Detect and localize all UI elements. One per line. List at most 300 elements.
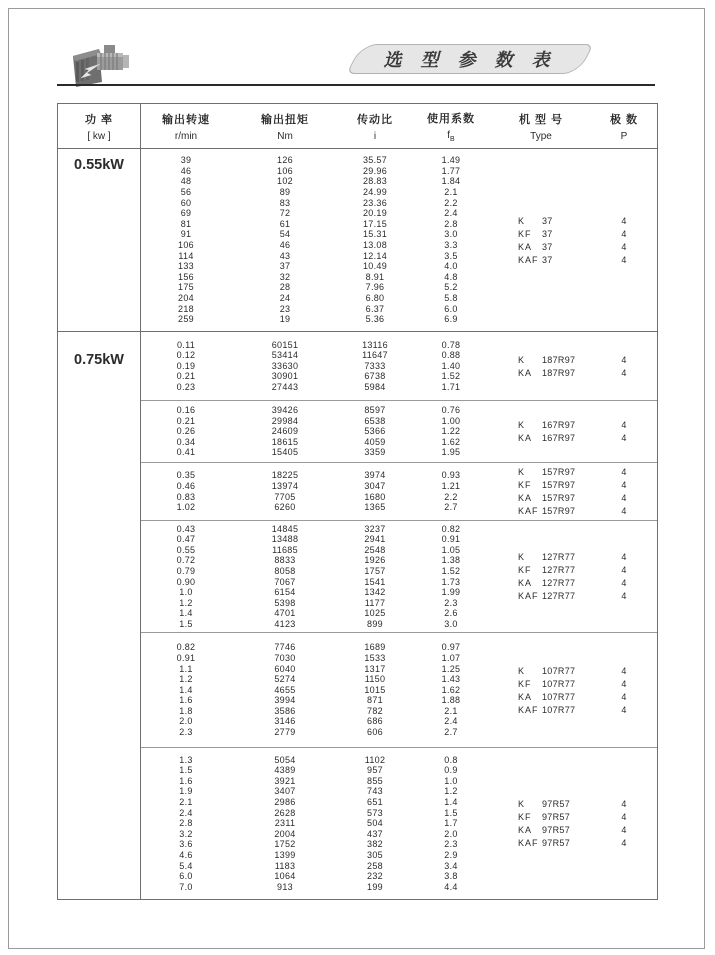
table-row xyxy=(141,416,491,427)
cell-output-speed: 2.3 xyxy=(179,727,193,738)
cell-output-torque: 913 xyxy=(277,881,293,892)
cell-output-speed: 0.35 xyxy=(176,470,196,481)
model-number: 127R77 xyxy=(542,578,576,588)
cell-service-factor: 1.73 xyxy=(441,576,461,587)
table-row xyxy=(141,664,491,675)
table-row xyxy=(141,208,491,219)
cell-output-speed: 0.11 xyxy=(176,339,196,350)
cell-service-factor: 6.0 xyxy=(444,303,458,314)
table-row xyxy=(141,566,491,577)
cell-service-factor: 1.62 xyxy=(441,684,461,695)
cell-output-torque: 102 xyxy=(277,176,293,187)
table-row xyxy=(141,534,491,545)
cell-ratio: 12.14 xyxy=(362,250,388,261)
cell-service-factor: 0.9 xyxy=(444,765,458,776)
table-row xyxy=(141,272,491,283)
poles-value: 4 xyxy=(621,799,627,809)
cell-service-factor: 0.82 xyxy=(441,523,461,534)
cell-output-torque: 5054 xyxy=(274,754,296,765)
cell-ratio: 305 xyxy=(367,849,383,860)
cell-output-speed: 1.6 xyxy=(179,775,193,786)
cell-ratio: 13116 xyxy=(362,339,388,350)
cell-service-factor: 2.3 xyxy=(444,839,458,850)
type-row xyxy=(491,564,657,577)
cell-ratio: 1541 xyxy=(364,576,386,587)
type-row xyxy=(491,214,657,227)
table-row xyxy=(141,240,491,251)
model-type xyxy=(491,506,591,516)
model-prefix: K xyxy=(518,665,526,676)
model-number: 187R97 xyxy=(542,367,576,378)
cell-output-speed: 6.0 xyxy=(179,871,193,882)
cell-output-torque: 33630 xyxy=(271,360,299,371)
type-row xyxy=(491,677,657,690)
cell-output-speed: 1.6 xyxy=(179,695,193,706)
model-prefix: KF xyxy=(518,228,532,239)
cell-output-torque: 8833 xyxy=(274,555,296,566)
cell-output-torque: 83 xyxy=(279,197,291,208)
type-row xyxy=(491,419,657,432)
power-section xyxy=(58,331,657,899)
model-number: 107R77 xyxy=(542,704,576,715)
cell-output-speed: 2.1 xyxy=(179,797,193,808)
data-block xyxy=(141,332,657,400)
cell-ratio: 35.57 xyxy=(362,155,388,166)
cell-output-speed: 1.4 xyxy=(179,684,193,695)
cell-output-speed: 1.8 xyxy=(179,705,193,716)
cell-ratio: 855 xyxy=(367,775,383,786)
cell-ratio: 8.91 xyxy=(365,271,385,282)
cell-output-torque: 3586 xyxy=(274,705,296,716)
cell-service-factor: 2.1 xyxy=(444,705,458,716)
cell-service-factor: 5.8 xyxy=(444,292,458,303)
cell-output-speed: 0.83 xyxy=(176,491,196,502)
type-row xyxy=(491,811,657,824)
model-type xyxy=(491,666,591,676)
cell-service-factor: 2.7 xyxy=(444,727,458,738)
model-type xyxy=(491,242,591,252)
header-output-torque: 输出扭矩 Nm xyxy=(261,113,309,142)
poles-value: 4 xyxy=(621,678,627,689)
table-row xyxy=(141,587,491,598)
cell-ratio: 3047 xyxy=(364,480,386,491)
cell-output-torque: 72 xyxy=(279,208,291,219)
cell-output-torque: 3407 xyxy=(274,786,296,797)
cell-ratio: 258 xyxy=(367,860,383,871)
type-row xyxy=(491,798,657,811)
cell-ratio: 1342 xyxy=(364,587,386,598)
cell-ratio: 871 xyxy=(367,695,383,706)
cell-output-torque: 1752 xyxy=(274,839,296,850)
cell-output-torque: 1183 xyxy=(274,860,296,871)
cell-ratio: 651 xyxy=(367,797,383,808)
cell-ratio: 29.96 xyxy=(362,165,388,176)
table-row xyxy=(141,619,491,630)
cell-output-torque: 24609 xyxy=(271,426,299,437)
model-type xyxy=(491,255,591,265)
cell-output-torque: 61 xyxy=(279,218,291,229)
model-prefix: KA xyxy=(518,493,533,503)
cell-output-speed: 259 xyxy=(178,314,194,325)
cell-output-torque: 7030 xyxy=(274,652,296,663)
cell-service-factor: 1.5 xyxy=(444,807,458,818)
model-type xyxy=(491,705,591,715)
model-prefix: KF xyxy=(518,565,532,575)
cell-service-factor: 3.5 xyxy=(444,250,458,261)
table-body xyxy=(58,149,657,899)
cell-ratio: 15.31 xyxy=(362,229,388,240)
poles-value: 4 xyxy=(621,228,627,239)
type-row xyxy=(491,505,657,518)
cell-output-torque: 6040 xyxy=(274,663,296,674)
cell-output-speed: 7.0 xyxy=(179,881,193,892)
type-row xyxy=(491,253,657,266)
cell-output-torque: 14845 xyxy=(271,523,299,534)
table-row xyxy=(141,695,491,706)
cell-output-speed: 0.47 xyxy=(176,534,196,545)
type-list xyxy=(491,353,657,379)
data-rows xyxy=(141,524,491,630)
cell-output-torque: 7705 xyxy=(274,491,296,502)
cell-service-factor: 0.8 xyxy=(444,754,458,765)
cell-service-factor: 1.05 xyxy=(441,544,461,555)
poles-value: 4 xyxy=(621,493,627,503)
cell-service-factor: 2.2 xyxy=(444,491,458,502)
cell-ratio: 5.36 xyxy=(365,314,385,325)
cell-output-torque: 6154 xyxy=(274,587,296,598)
data-block xyxy=(141,462,657,520)
type-row xyxy=(491,837,657,850)
cell-service-factor: 0.88 xyxy=(441,350,461,361)
table-row xyxy=(141,642,491,653)
table-row xyxy=(141,155,491,166)
model-number: 127R77 xyxy=(542,565,576,575)
poles-value: 4 xyxy=(621,591,627,601)
block-list xyxy=(141,149,657,331)
cell-service-factor: 1.2 xyxy=(444,786,458,797)
cell-output-speed: 39 xyxy=(180,155,192,166)
cell-ratio: 11647 xyxy=(362,350,388,361)
cell-output-speed: 56 xyxy=(180,187,192,198)
table-row xyxy=(141,198,491,209)
cell-output-speed: 2.4 xyxy=(179,807,193,818)
cell-service-factor: 0.76 xyxy=(441,405,461,416)
model-prefix: KA xyxy=(518,241,533,252)
table-row xyxy=(141,382,491,393)
cell-ratio: 24.99 xyxy=(362,187,388,198)
table-row xyxy=(141,492,491,503)
cell-output-speed: 0.79 xyxy=(176,565,196,576)
header-output-speed: 输出转速 r/min xyxy=(162,113,210,142)
cell-service-factor: 0.97 xyxy=(441,642,461,653)
table-row xyxy=(141,555,491,566)
type-row xyxy=(491,664,657,677)
cell-ratio: 1757 xyxy=(364,565,386,576)
table-row xyxy=(141,808,491,819)
model-type xyxy=(491,433,591,443)
cell-service-factor: 1.21 xyxy=(441,480,461,491)
cell-ratio: 3237 xyxy=(364,523,386,534)
table-row xyxy=(141,229,491,240)
cell-service-factor: 1.62 xyxy=(441,436,461,447)
cell-output-speed: 1.2 xyxy=(179,597,193,608)
model-type xyxy=(491,368,591,378)
data-block xyxy=(141,520,657,632)
type-list xyxy=(491,214,657,266)
cell-ratio: 782 xyxy=(367,705,383,716)
model-number: 37 xyxy=(542,241,553,252)
cell-service-factor: 1.40 xyxy=(441,360,461,371)
cell-ratio: 3974 xyxy=(364,470,386,481)
cell-output-speed: 2.8 xyxy=(179,818,193,829)
cell-service-factor: 1.84 xyxy=(441,176,461,187)
cell-output-speed: 2.0 xyxy=(179,716,193,727)
table-row xyxy=(141,755,491,766)
cell-service-factor: 3.0 xyxy=(444,229,458,240)
cell-service-factor: 1.52 xyxy=(441,565,461,576)
model-prefix: KAF xyxy=(518,591,539,601)
model-number: 187R97 xyxy=(542,354,576,365)
cell-output-torque: 53414 xyxy=(271,350,299,361)
table-row xyxy=(141,187,491,198)
model-number: 107R77 xyxy=(542,665,576,676)
cell-service-factor: 1.4 xyxy=(444,797,458,808)
cell-ratio: 2548 xyxy=(364,544,386,555)
cell-ratio: 1680 xyxy=(364,491,386,502)
cell-ratio: 1365 xyxy=(364,502,386,513)
cell-service-factor: 4.0 xyxy=(444,261,458,272)
poles-value: 4 xyxy=(621,367,627,378)
cell-output-torque: 60151 xyxy=(271,339,299,350)
cell-service-factor: 2.1 xyxy=(444,187,458,198)
cell-service-factor: 2.8 xyxy=(444,218,458,229)
cell-output-torque: 4389 xyxy=(274,765,296,776)
table-row xyxy=(141,261,491,272)
model-number: 97R57 xyxy=(542,799,571,809)
cell-output-speed: 69 xyxy=(180,208,192,219)
cell-output-torque: 2311 xyxy=(274,818,296,829)
cell-service-factor: 2.4 xyxy=(444,716,458,727)
cell-service-factor: 1.99 xyxy=(441,587,461,598)
cell-output-speed: 204 xyxy=(178,292,194,303)
cell-output-torque: 3994 xyxy=(274,695,296,706)
data-rows xyxy=(141,470,491,512)
table-row xyxy=(141,314,491,325)
cell-ratio: 1533 xyxy=(364,652,386,663)
poles-value: 4 xyxy=(621,838,627,848)
cell-output-speed: 1.02 xyxy=(176,502,196,513)
model-prefix: KAF xyxy=(518,704,539,715)
model-number: 97R57 xyxy=(542,825,571,835)
cell-output-speed: 0.26 xyxy=(176,426,196,437)
model-number: 157R97 xyxy=(542,493,576,503)
cell-output-torque: 15405 xyxy=(271,447,299,458)
model-number: 167R97 xyxy=(542,433,576,443)
model-prefix: KAF xyxy=(518,254,539,265)
cell-ratio: 5984 xyxy=(364,381,386,392)
type-row xyxy=(491,227,657,240)
cell-output-speed: 4.6 xyxy=(179,849,193,860)
cell-ratio: 743 xyxy=(367,786,383,797)
page-title: 选 型 参 数 表 xyxy=(383,50,557,70)
model-number: 127R77 xyxy=(542,552,576,562)
cell-output-torque: 4701 xyxy=(274,608,296,619)
cell-output-torque: 1064 xyxy=(274,871,296,882)
model-number: 97R57 xyxy=(542,838,571,848)
table-row xyxy=(141,447,491,458)
model-number: 157R97 xyxy=(542,480,576,490)
cell-output-torque: 19 xyxy=(279,314,291,325)
model-type xyxy=(491,216,591,226)
cell-service-factor: 5.2 xyxy=(444,282,458,293)
poles-value: 4 xyxy=(621,420,627,430)
cell-ratio: 232 xyxy=(367,871,383,882)
cell-output-speed: 1.0 xyxy=(179,587,193,598)
data-rows xyxy=(141,155,491,325)
cell-output-torque: 5398 xyxy=(274,597,296,608)
cell-output-torque: 1399 xyxy=(274,849,296,860)
cell-service-factor: 1.52 xyxy=(441,371,461,382)
model-prefix: KF xyxy=(518,812,532,822)
data-rows xyxy=(141,340,491,393)
poles-value: 4 xyxy=(621,354,627,365)
cell-ratio: 899 xyxy=(367,618,383,629)
table-row xyxy=(141,282,491,293)
poles-value: 4 xyxy=(621,812,627,822)
table-row xyxy=(141,502,491,513)
table-row xyxy=(141,405,491,416)
model-type xyxy=(491,825,591,835)
cell-ratio: 8597 xyxy=(364,405,386,416)
table-row xyxy=(141,524,491,535)
model-prefix: KA xyxy=(518,433,533,443)
cell-ratio: 5366 xyxy=(364,426,386,437)
model-prefix: KF xyxy=(518,480,532,490)
table-header-row xyxy=(58,104,657,149)
cell-output-speed: 0.23 xyxy=(176,381,196,392)
model-type xyxy=(491,679,591,689)
model-number: 157R97 xyxy=(542,467,576,477)
power-label: 0.75kW xyxy=(58,332,141,899)
table-row xyxy=(141,706,491,717)
model-prefix: KF xyxy=(518,678,532,689)
cell-ratio: 3359 xyxy=(364,447,386,458)
table-row xyxy=(141,426,491,437)
model-type xyxy=(491,480,591,490)
cell-ratio: 957 xyxy=(367,765,383,776)
cell-output-speed: 0.21 xyxy=(176,415,196,426)
cell-output-torque: 89 xyxy=(279,187,291,198)
cell-output-torque: 2779 xyxy=(274,727,296,738)
poles-value: 4 xyxy=(621,691,627,702)
table-row xyxy=(141,861,491,872)
cell-output-torque: 11685 xyxy=(272,544,298,555)
table-row xyxy=(141,776,491,787)
cell-service-factor: 1.49 xyxy=(441,155,461,166)
model-prefix: KA xyxy=(518,691,533,702)
table-row xyxy=(141,765,491,776)
cell-output-torque: 43 xyxy=(279,250,291,261)
data-block xyxy=(141,632,657,747)
model-prefix: KAF xyxy=(518,838,539,848)
cell-ratio: 7.96 xyxy=(365,282,385,293)
type-list xyxy=(491,551,657,603)
cell-ratio: 20.19 xyxy=(362,208,388,219)
cell-output-torque: 27443 xyxy=(271,381,299,392)
cell-output-torque: 106 xyxy=(277,165,293,176)
type-row xyxy=(491,703,657,716)
cell-output-speed: 0.43 xyxy=(176,523,196,534)
model-number: 37 xyxy=(542,228,553,239)
cell-output-speed: 1.2 xyxy=(179,674,193,685)
cell-output-torque: 3146 xyxy=(274,716,296,727)
cell-output-torque: 126 xyxy=(277,155,293,166)
cell-service-factor: 2.3 xyxy=(444,597,458,608)
cell-ratio: 573 xyxy=(367,807,383,818)
cell-output-speed: 106 xyxy=(178,240,194,250)
block-list xyxy=(141,332,657,899)
cell-output-torque: 23 xyxy=(279,303,291,314)
type-list xyxy=(491,664,657,716)
table-row xyxy=(141,481,491,492)
cell-output-speed: 1.4 xyxy=(179,608,193,619)
cell-service-factor: 2.6 xyxy=(444,608,458,619)
poles-value: 4 xyxy=(621,565,627,575)
cell-output-speed: 1.9 xyxy=(179,786,193,797)
cell-output-speed: 60 xyxy=(180,197,192,208)
poles-value: 4 xyxy=(621,433,627,443)
poles-value: 4 xyxy=(621,480,627,490)
model-number: 37 xyxy=(542,254,553,265)
power-section xyxy=(58,149,657,331)
cell-output-speed: 48 xyxy=(180,176,192,187)
cell-output-speed: 133 xyxy=(178,261,194,272)
cell-output-torque: 29984 xyxy=(271,415,299,426)
cell-ratio: 1150 xyxy=(364,674,386,685)
cell-output-speed: 0.21 xyxy=(176,371,196,382)
table-row xyxy=(141,716,491,727)
table-row xyxy=(141,818,491,829)
model-type xyxy=(491,799,591,809)
cell-output-speed: 0.16 xyxy=(176,405,196,416)
cell-output-torque: 24 xyxy=(279,292,291,303)
poles-value: 4 xyxy=(621,552,627,562)
cell-output-torque: 28 xyxy=(279,282,291,293)
cell-output-speed: 1.5 xyxy=(179,618,193,629)
table-row xyxy=(141,727,491,738)
cell-ratio: 504 xyxy=(367,818,383,829)
cell-output-torque: 54 xyxy=(279,229,291,240)
cell-output-torque: 2628 xyxy=(274,807,296,818)
cell-ratio: 1177 xyxy=(364,597,386,608)
table-row xyxy=(141,653,491,664)
model-type xyxy=(491,838,591,848)
table-row xyxy=(141,577,491,588)
type-list xyxy=(491,466,657,518)
header-divider-rule xyxy=(57,84,655,86)
table-row xyxy=(141,685,491,696)
table-row xyxy=(141,829,491,840)
cell-output-torque: 7067 xyxy=(274,576,296,587)
cell-ratio: 1025 xyxy=(364,608,386,619)
cell-ratio: 1102 xyxy=(364,754,386,765)
cell-service-factor: 2.9 xyxy=(444,849,458,860)
cell-output-speed: 0.41 xyxy=(176,447,196,458)
table-row xyxy=(141,608,491,619)
table-row xyxy=(141,166,491,177)
cell-service-factor: 2.0 xyxy=(444,828,458,839)
model-number: 37 xyxy=(542,215,553,226)
